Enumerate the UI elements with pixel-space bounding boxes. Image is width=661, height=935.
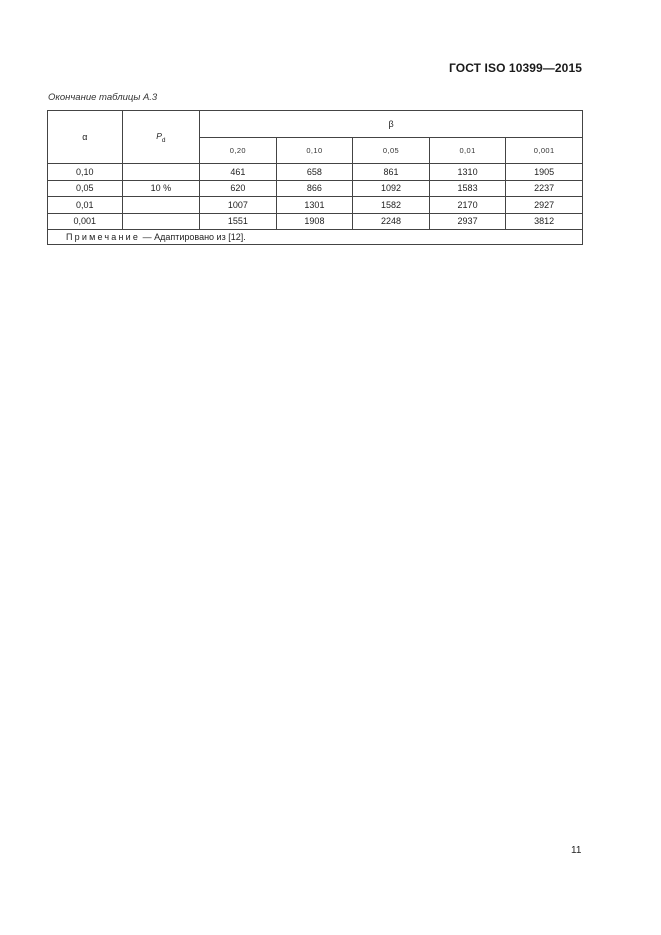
alpha-cell: 0,01	[48, 197, 123, 214]
header-beta: β	[200, 111, 583, 138]
value-cell: 1583	[429, 180, 506, 197]
alpha-cell: 0,10	[48, 164, 123, 181]
value-cell: 1551	[200, 213, 277, 230]
value-cell: 620	[200, 180, 277, 197]
alpha-cell: 0,001	[48, 213, 123, 230]
value-cell: 3812	[506, 213, 583, 230]
pd-cell: 10 %	[122, 180, 199, 197]
pd-cell	[122, 164, 199, 181]
header-pd	[122, 111, 199, 164]
beta-value-4: 0,01	[429, 137, 506, 164]
table-note	[48, 230, 583, 245]
value-cell: 861	[353, 164, 430, 181]
beta-value-3: 0,05	[353, 137, 430, 164]
value-cell: 1908	[276, 213, 353, 230]
value-cell: 2937	[429, 213, 506, 230]
value-cell: 2237	[506, 180, 583, 197]
standard-code-header: ГОСТ ISO 10399—2015	[449, 61, 582, 75]
value-cell: 866	[276, 180, 353, 197]
value-cell: 1310	[429, 164, 506, 181]
beta-value-2: 0,10	[276, 137, 353, 164]
value-cell: 461	[200, 164, 277, 181]
value-cell: 1905	[506, 164, 583, 181]
table-caption: Окончание таблицы А.3	[48, 92, 158, 103]
table-row	[48, 180, 583, 197]
table-row	[48, 213, 583, 230]
data-table	[47, 110, 583, 245]
value-cell: 658	[276, 164, 353, 181]
note-row	[48, 230, 583, 245]
table-row	[48, 197, 583, 214]
beta-value-5: 0,001	[506, 137, 583, 164]
value-cell: 1582	[353, 197, 430, 214]
page-number: 11	[571, 845, 582, 856]
value-cell: 1301	[276, 197, 353, 214]
header-alpha: α	[48, 111, 123, 164]
table-header-row	[48, 111, 583, 138]
value-cell: 1092	[353, 180, 430, 197]
value-cell: 2248	[353, 213, 430, 230]
note-text: — Адаптировано из [12].	[140, 232, 246, 242]
pd-cell	[122, 213, 199, 230]
note-label: Примечание	[66, 232, 141, 242]
pd-cell	[122, 197, 199, 214]
value-cell: 2170	[429, 197, 506, 214]
value-cell: 2927	[506, 197, 583, 214]
value-cell: 1007	[200, 197, 277, 214]
alpha-cell: 0,05	[48, 180, 123, 197]
pd-symbol: P	[156, 130, 162, 141]
beta-value-1: 0,20	[200, 137, 277, 164]
table-row	[48, 164, 583, 181]
pd-subscript: d	[161, 136, 166, 144]
